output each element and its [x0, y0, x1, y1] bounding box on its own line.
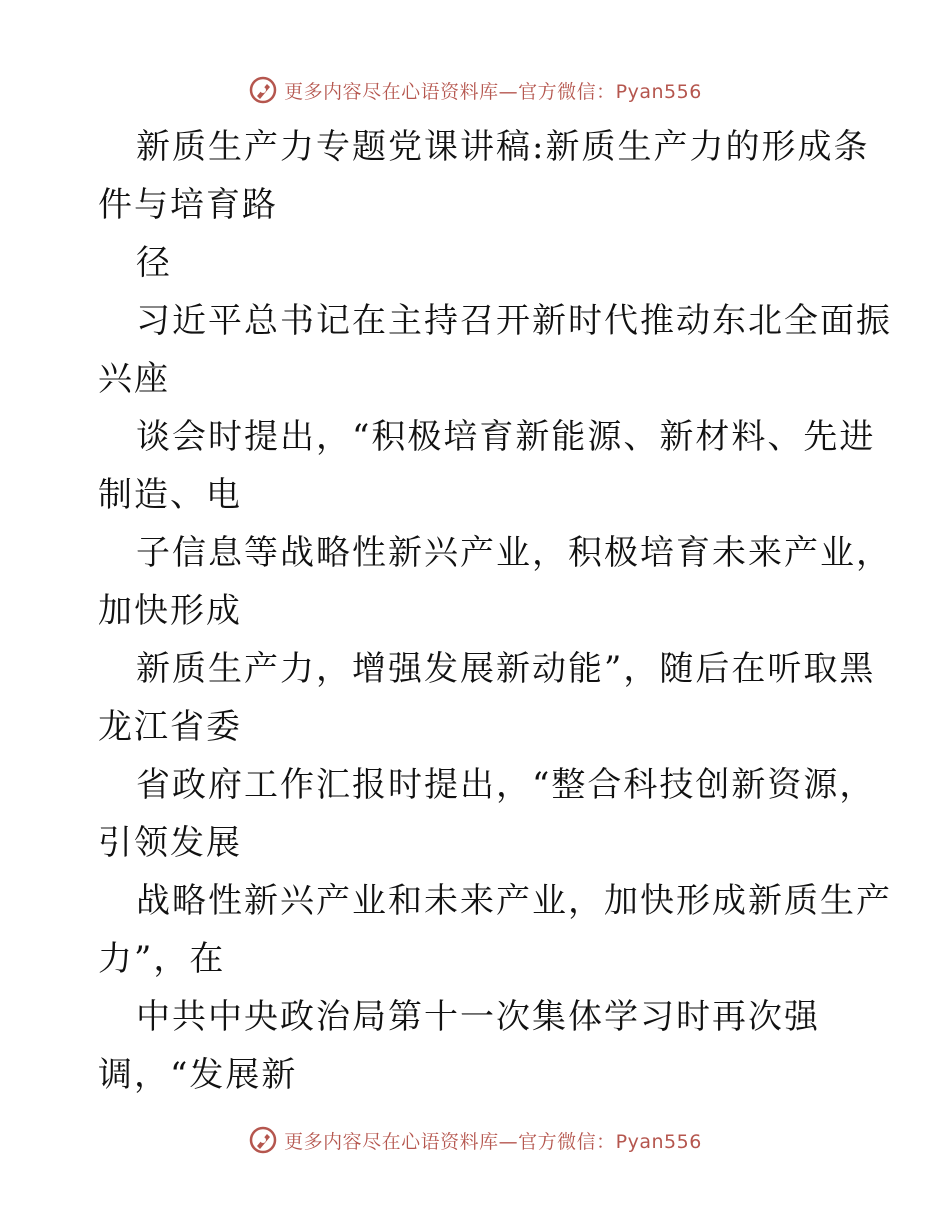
- text-line: 引领发展: [98, 823, 242, 863]
- text-line: 习近平总书记在主持召开新时代推动东北全面振: [136, 301, 892, 341]
- text-line: 加快形成: [98, 591, 242, 631]
- text-line: 谈会时提出，“积极培育新能源、新材料、先进: [136, 417, 876, 457]
- watermark-text: 更多内容尽在心语资料库—官方微信：Pyan556: [284, 1130, 702, 1153]
- text-line: 中共中央政治局第十一次集体学习时再次强: [136, 997, 820, 1037]
- pen-logo-icon: [248, 1125, 278, 1155]
- text-line: 径: [136, 243, 172, 283]
- text-line: 战略性新兴产业和未来产业，加快形成新质生产: [136, 881, 892, 921]
- document-body: [98, 118, 892, 1104]
- text-line: 省政府工作汇报时提出，“整合科技创新资源，: [136, 765, 876, 805]
- watermark-text: 更多内容尽在心语资料库—官方微信：Pyan556: [284, 80, 702, 103]
- footer-watermark: [0, 1120, 950, 1160]
- text-line: 兴座: [98, 359, 170, 399]
- text-line: 制造、电: [98, 475, 242, 515]
- text-line: 力”，在: [98, 939, 226, 979]
- header-watermark: [0, 70, 950, 110]
- text-line: 调，“发展新: [98, 1055, 298, 1095]
- text-line: 新质生产力，增强发展新动能”，随后在听取黑: [136, 649, 876, 689]
- text-line: 龙江省委: [98, 707, 242, 747]
- pen-logo-icon: [248, 75, 278, 105]
- text-line: 子信息等战略性新兴产业，积极培育未来产业，: [136, 533, 892, 573]
- text-line: 件与培育路: [98, 185, 278, 225]
- text-line: 新质生产力专题党课讲稿:新质生产力的形成条: [136, 127, 870, 167]
